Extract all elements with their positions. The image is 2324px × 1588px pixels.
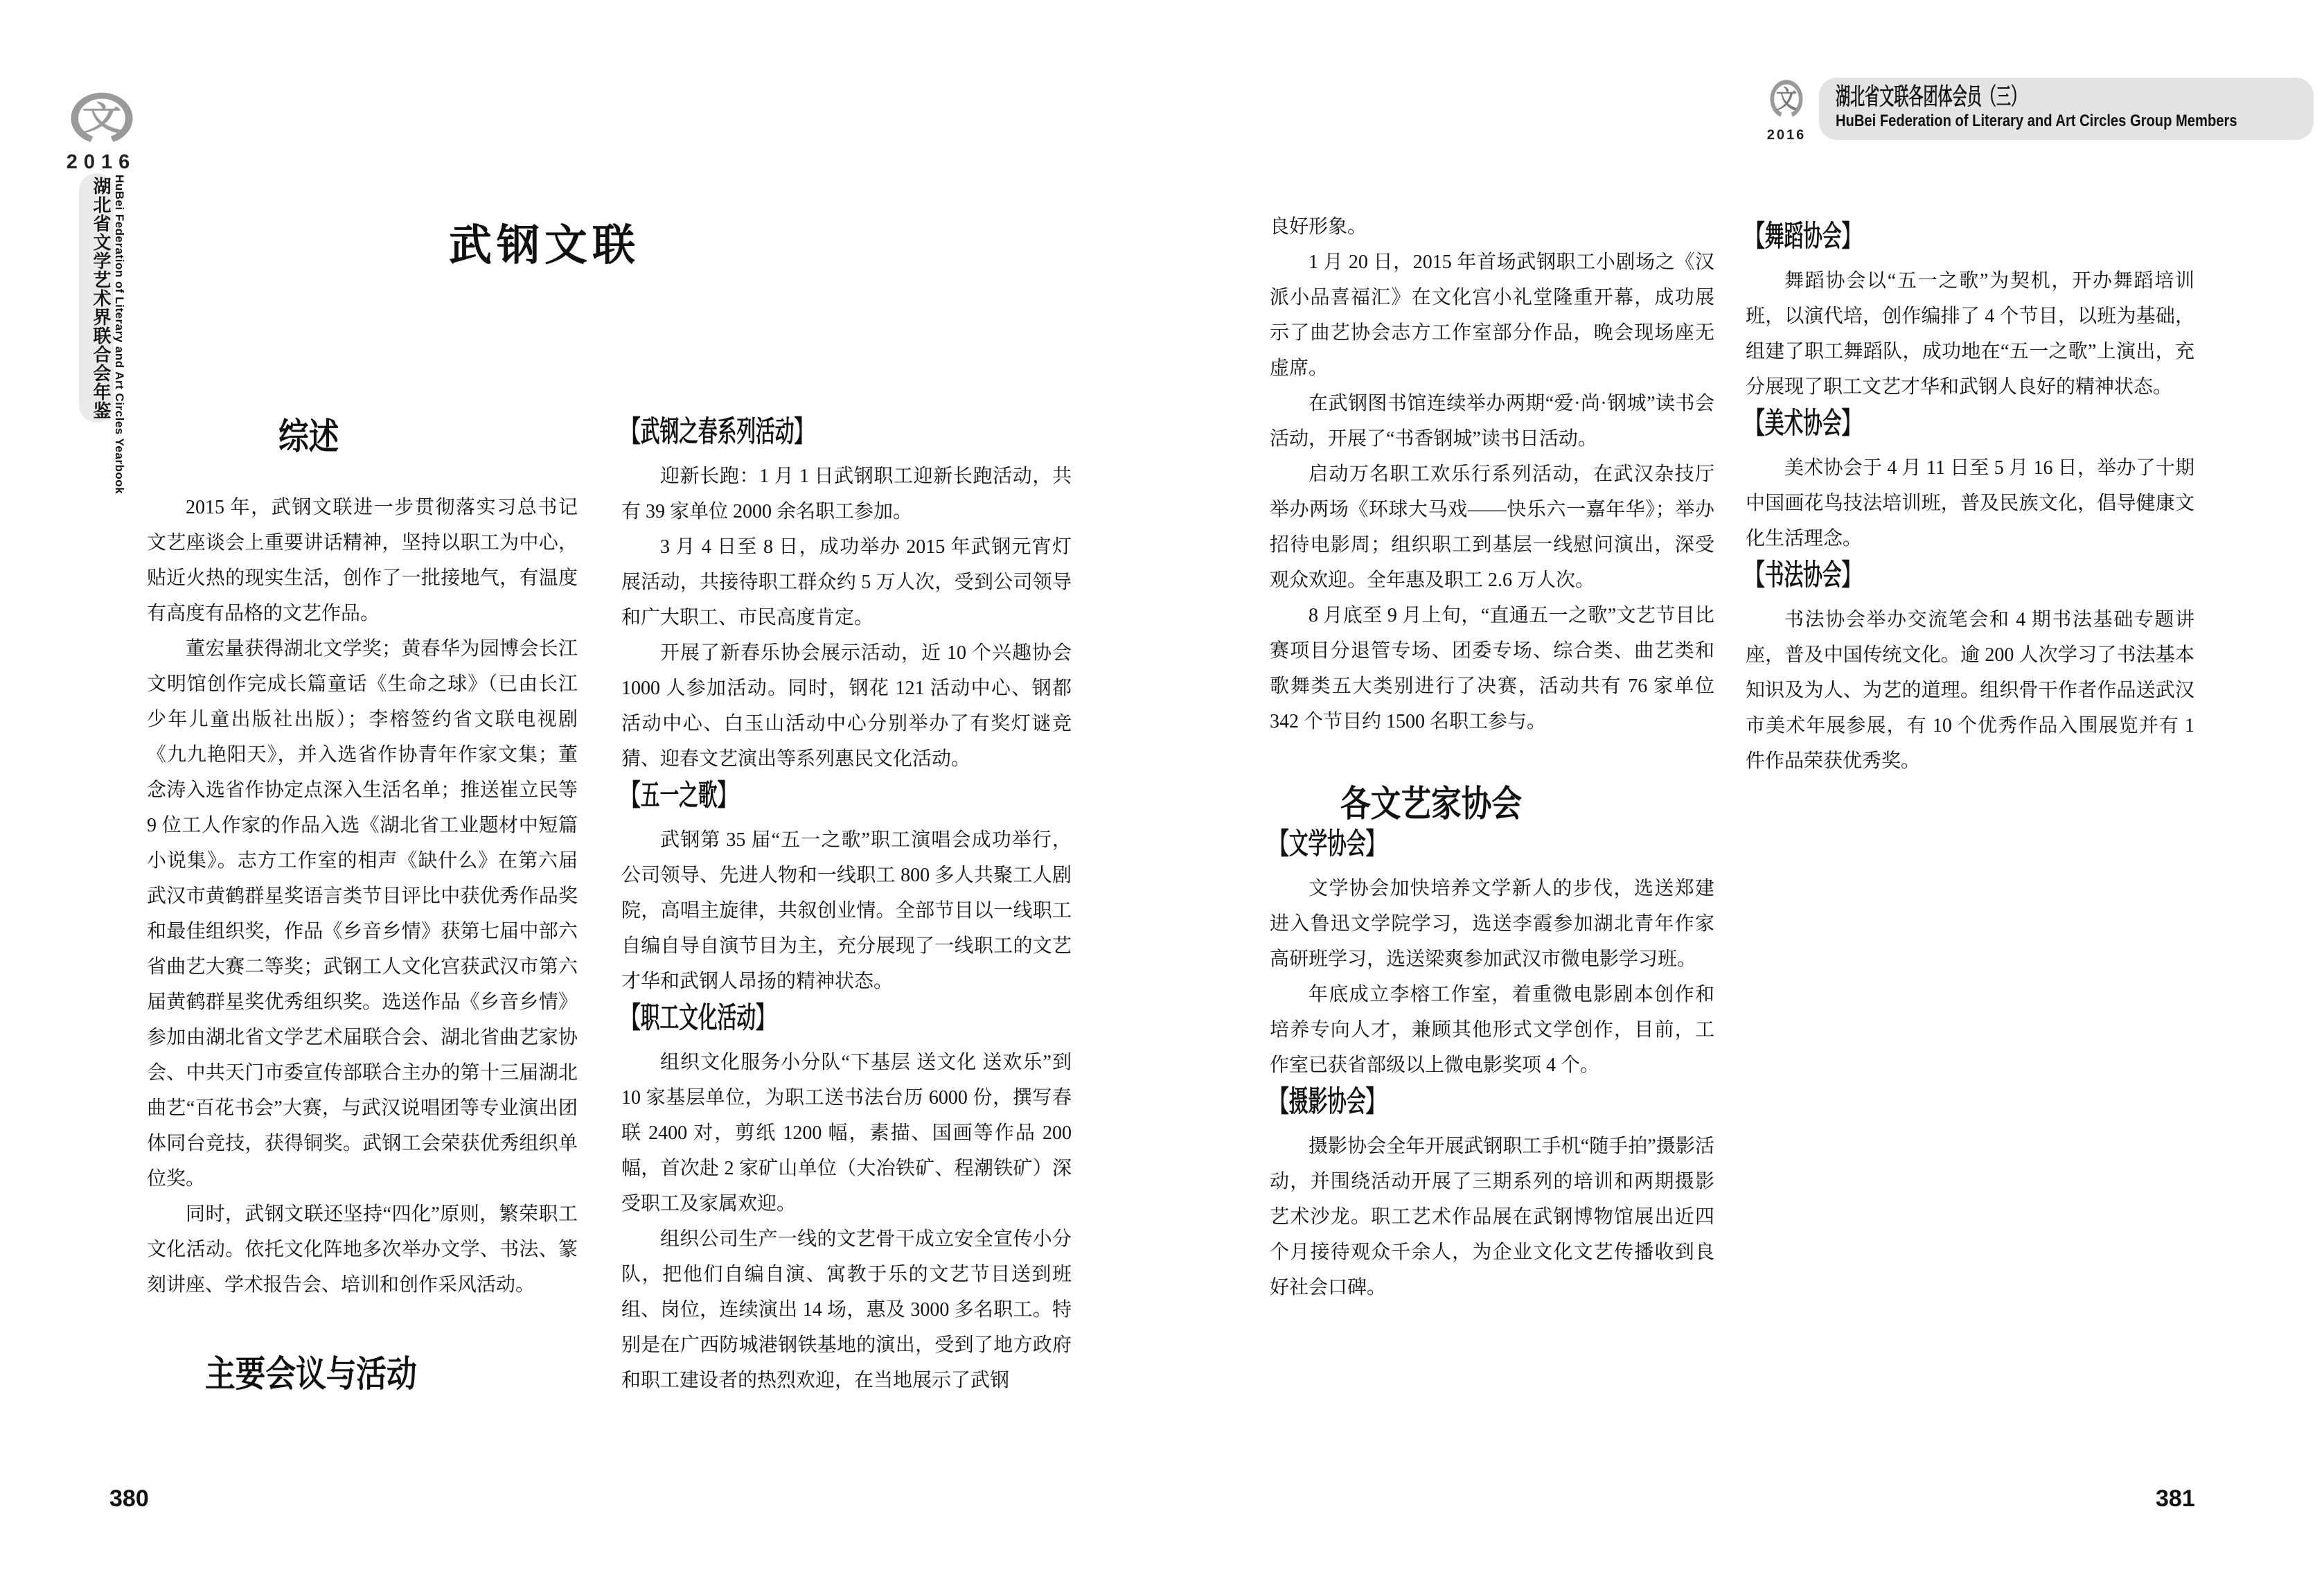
section-heading: 【职工文化活动】 [621, 1001, 775, 1034]
federation-logo-icon [1767, 79, 1806, 125]
header-title: 湖北省文联各团体会员（三） [1836, 84, 2026, 110]
header-year-label: 2016 [1766, 127, 1807, 143]
paragraph: 开展了新春乐协会展示活动，近 10 个兴趣协会 1000 人参加活动。同时，钢花 121 活动中心、钢都活动中心、白玉山活动中心分别举办了有奖灯谜竞猜、迎春文艺演出等系列惠民文化活动。 [621, 642, 1072, 770]
paragraph: 文学协会加快培养文学新人的步伐，选送郑建进入鲁迅文学院学习，选送李霞参加湖北青年作家高研班学习，选送梁爽参加武汉市微电影学习班。 [1270, 878, 1714, 970]
section-photography-assoc [1270, 1083, 1714, 1305]
section-heading: 【美术协会】 [1746, 407, 1861, 439]
paragraph: 2015 年，武钢文联进一步贯彻落实习总书记文艺座谈会上重要讲话精神，坚持以职工为中心，贴近火热的现实生活，创作了一批接地气，有温度有高度有品格的文艺作品。 [147, 497, 578, 624]
section-heading: 【摄影协会】 [1270, 1085, 1385, 1118]
paragraph: 年底成立李榕工作室，着重微电影剧本创作和培养专向人才，兼顾其他形式文学创作，目前，工作室已获省部级以上微电影奖项 4 个。 [1270, 984, 1714, 1076]
section-worker-culture [621, 999, 1072, 1398]
section-heading: 【舞蹈协会】 [1746, 220, 1861, 252]
section-wugang-spring [621, 413, 1072, 777]
paragraph: 美术协会于 4 月 11 日至 5 月 16 日，举办了十期中国画花鸟技法培训班，普及民族文化，倡导健康文化生活理念。 [1746, 457, 2194, 549]
right-page-column-2 [1746, 218, 2194, 779]
section-literature-assoc [1270, 825, 1714, 1083]
paragraph: 在武钢图书馆连续举办两期“爱·尚·钢城”读书会活动，开展了“书香钢城”读书日活动。 [1270, 393, 1714, 450]
paragraph: 良好形象。 [1270, 216, 1367, 238]
paragraph: 同时，武钢文联还坚持“四化”原则，繁荣职工文化活动。依托文化阵地多次举办文学、书法、篆刻讲座、学术报告会、培训和创作采风活动。 [147, 1203, 578, 1296]
federation-logo-icon [65, 91, 139, 152]
paragraph: 启动万名职工欢乐行系列活动，在武汉杂技厅举办两场《环球大马戏——快乐六一嘉年华》；举办招待电影周；组织职工到基层一线慰问演出，深受观众欢迎。全年惠及职工 2.6 万人次。 [1270, 464, 1714, 591]
paragraph: 书法协会举办交流笔会和 4 期书法基础专题讲座，普及中国传统文化。逾 200 人次学习了书法基本知识及为人、为艺的道理。组织骨干作者作品送武汉市美术年展参展，有 10 个优秀作品入围展览并有 1 件作品荣获优秀奖。 [1746, 609, 2194, 772]
logo-glyph: 文 [82, 100, 122, 138]
section-heading: 【文学协会】 [1270, 827, 1385, 860]
left-page-column-1 [147, 416, 578, 1395]
page-number-left: 380 [109, 1485, 149, 1512]
paragraph: 舞蹈协会以“五一之歌”为契机，开办舞蹈培训班，以演代培，创作编排了 4 个节目，以班为基础，组建了职工舞蹈队，成功地在“五一之歌”上演出，充分展现了职工文艺才华和武钢人良好的精神状态。 [1746, 270, 2194, 398]
header-banner [1819, 78, 2314, 140]
left-page-column-2 [621, 413, 1072, 1398]
paragraph: 武钢第 35 届“五一之歌”职工演唱会成功举行，公司领导、先进人物和一线职工 800 多人共聚工人剧院，高唱主旋律，共叙创业情。全部节目以一线职工自编自导自演节目为主，充分展现了一线职工的文艺才华和武钢人昂扬的精神状态。 [621, 829, 1072, 992]
section-heading: 【武钢之春系列活动】 [621, 415, 814, 448]
sidebar-year-label: 2016 [66, 151, 136, 173]
article-title: 武钢文联 [449, 222, 641, 270]
paragraph: 3 月 4 日至 8 日，成功举办 2015 年武钢元宵灯展活动，共接待职工群众约 5 万人次，受到公司领导和广大职工、市民高度肯定。 [621, 536, 1072, 628]
associations-heading: 各文艺家协会 [1340, 784, 1523, 824]
section-heading: 【书法协会】 [1746, 558, 1861, 591]
logo-glyph: 文 [1775, 87, 1798, 114]
paragraph: 董宏量获得湖北文学奖；黄春华为园博会长江文明馆创作完成长篇童话《生命之球》（已由长江少年儿童出版社出版）；李榕签约省文联电视剧《九九艳阳天》，并入选省作协青年作家文集；董念涛入选省作协定点深入生活名单；推送崔立民等 9 位工人作家的作品入选《湖北省工业题材中短篇小说集》。志方工作室的相声《缺什么》在第六届武汉市黄鹤群星奖语言类节目评比中获优秀作品奖和最佳组织奖，作品《乡音乡情》获第七届中部六省曲艺大赛二等奖；武钢工人文化宫获武汉市第六届黄鹤群星奖优秀组织奖。选送作品《乡音乡情》参加由湖北省文学艺术届联合会、湖北省曲艺家协会、中共天门市委宣传部联合主办的第十三届湖北曲艺“百花书会”大赛，与武汉说唱团等专业演出团体同台竞技，获得铜奖。武钢工会荣获优秀组织单位奖。 [147, 638, 578, 1190]
page-number-right: 381 [2156, 1485, 2195, 1512]
sidebar-vertical-title: 湖北省文学艺术界联合会年鉴 [91, 176, 111, 420]
paragraph: 摄影协会全年开展武钢职工手机“随手拍”摄影活动，并围绕活动开展了三期系列的培训和两期摄影艺术沙龙。职工艺术作品展在武钢博物馆展出近四个月接待观众千余人，为企业文化文艺传播收到良好社会口碑。 [1270, 1136, 1714, 1298]
section-fine-arts-assoc [1746, 405, 2194, 556]
sidebar-vertical-banner [79, 173, 114, 423]
activities-heading: 主要会议与活动 [205, 1355, 417, 1395]
paragraph: 组织文化服务小分队“下基层 送文化 送欢乐”到 10 家基层单位，为职工送书法台历 6000 份，撰写春联 2400 对，剪纸 1200 幅，素描、国画等作品 200 幅，首次赴 2 家矿山单位（大冶铁矿、程潮铁矿）深受职工及家属欢迎。 [621, 1052, 1072, 1215]
paragraph: 8 月底至 9 月上旬，“直通五一之歌”文艺节目比赛项目分退管专场、团委专场、综合类、曲艺类和歌舞类五大类别进行了决赛，活动共有 76 家单位 342 个节目约 1500 名职工参与。 [1270, 605, 1714, 732]
sidebar-vertical-subtitle: HuBei Federation of Literary and Art Circles Yearbook [113, 175, 126, 495]
overview-body [147, 490, 578, 1303]
paragraph: 迎新长跑：1 月 1 日武钢职工迎新长跑活动，共有 39 家单位 2000 余名职工参加。 [621, 466, 1072, 522]
section-calligraphy-assoc [1746, 556, 2194, 779]
section-may-day-song [621, 777, 1072, 999]
paragraph: 组织公司生产一线的文艺骨干成立安全宣传小分队，把他们自编自演、寓教于乐的文艺节目送到班组、岗位，连续演出 14 场，惠及 3000 多名职工。特别是在广西防城港钢铁基地的演出，受到了地方政府和职工建设者的热烈欢迎，在当地展示了武钢 [621, 1228, 1072, 1391]
overview-heading: 综述 [278, 417, 339, 457]
header-subtitle: HuBei Federation of Literary and Art Circles Group Members [1836, 112, 2237, 130]
paragraph: 1 月 20 日，2015 年首场武钢职工小剧场之《汉派小品喜福汇》在文化宫小礼堂隆重开幕，成功展示了曲艺协会志方工作室部分作品，晚会现场座无虚席。 [1270, 252, 1714, 379]
section-dance-assoc [1746, 218, 2194, 405]
section-heading: 【五一之歌】 [621, 779, 737, 811]
right-page-column-1 [1270, 209, 1714, 1305]
